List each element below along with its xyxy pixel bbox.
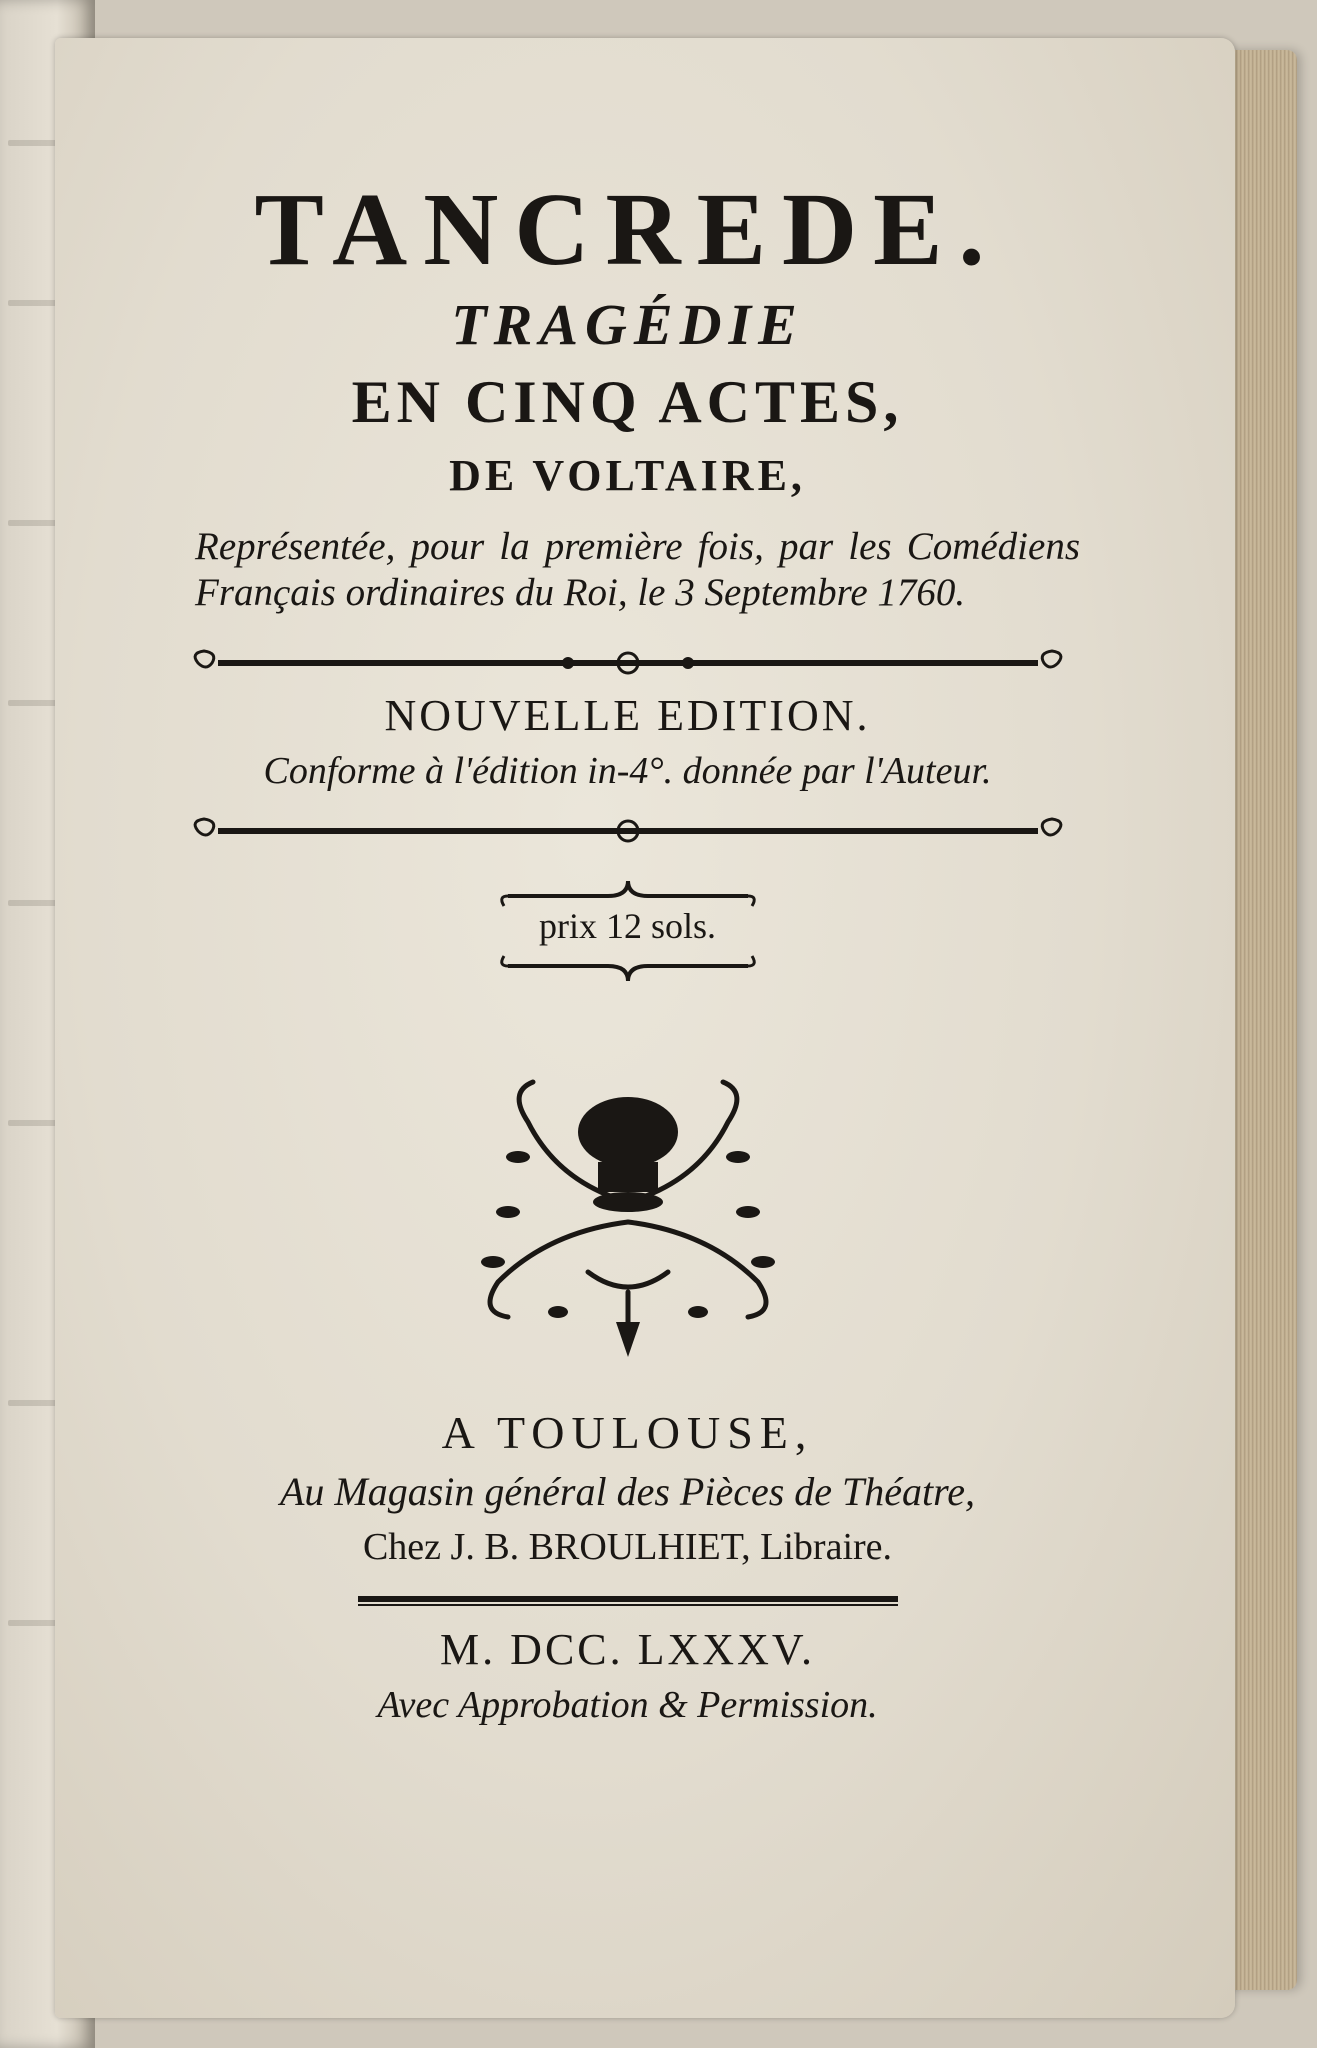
author-line: DE VOLTAIRE, — [449, 451, 806, 500]
book-genre: TRAGÉDIE — [451, 292, 804, 357]
book-title: TANCREDE. — [254, 172, 1001, 287]
city-line: A TOULOUSE, — [441, 1407, 814, 1459]
act-count: EN CINQ ACTES, — [351, 369, 904, 435]
ornamental-rule-icon — [188, 816, 1068, 846]
price-cartouche — [498, 876, 758, 986]
printer-line: Chez J. B. BROULHIET, Libraire. — [362, 1526, 893, 1569]
title-page-content — [175, 172, 1080, 1727]
divider-rule — [358, 1594, 898, 1608]
performance-note: Représentée, pour la première fois, par les Comédiens Français ordinaires du Roi, le 3 Septembre 1760. — [195, 525, 1080, 615]
conforme-line: Conforme à l'édition in-4°. donnée par l'Auteur. — [263, 750, 992, 793]
flower-basket-vignette-icon — [438, 1062, 818, 1362]
edition-line: NOUVELLE EDITION. — [384, 691, 871, 741]
approbation-line: Avec Approbation & Permission. — [377, 1684, 878, 1727]
title-page — [55, 38, 1235, 2018]
ornamental-rule-icon — [188, 648, 1068, 678]
publication-year: M. DCC. LXXXV. — [440, 1625, 815, 1675]
shop-line: Au Magasin général des Pièces de Théatre, — [279, 1469, 976, 1515]
price-text: prix 12 sols. — [538, 906, 716, 947]
